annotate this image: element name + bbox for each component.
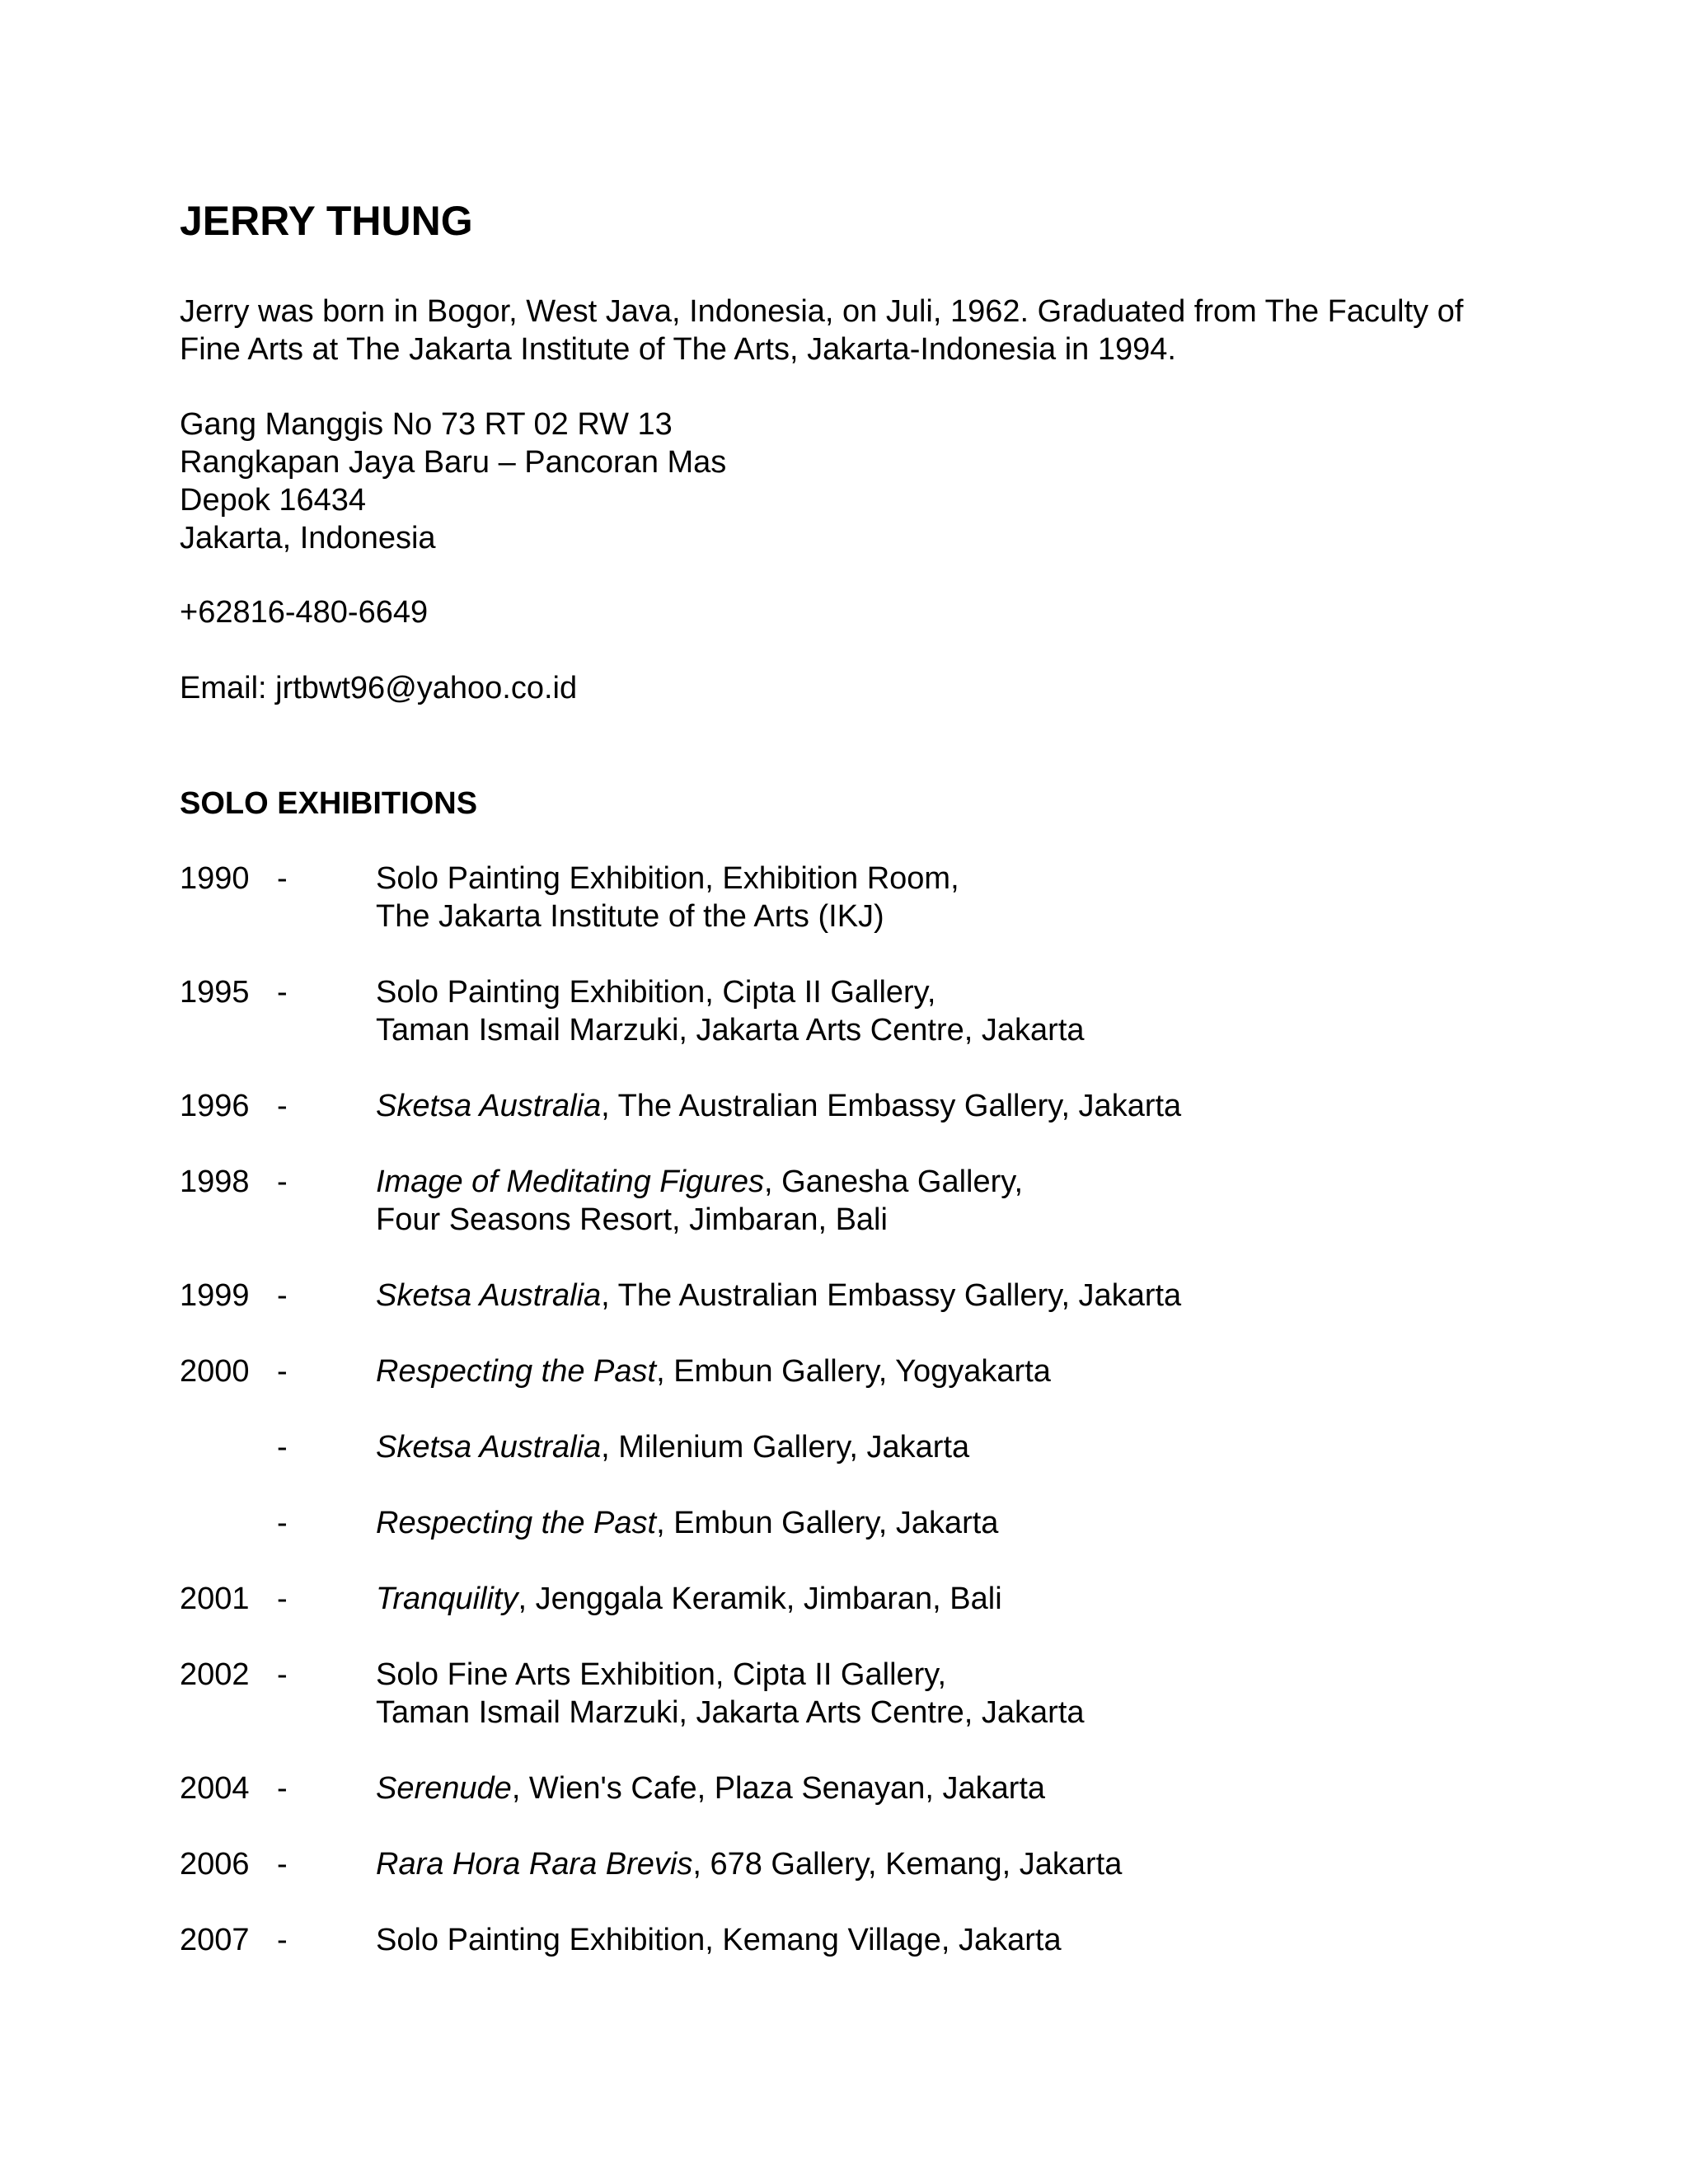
- exhibition-dash: -: [277, 1506, 288, 1540]
- exhibition-line: The Jakarta Institute of the Arts (IKJ): [376, 899, 884, 934]
- email-address: Email: jrtbwt96@yahoo.co.id: [180, 671, 578, 705]
- exhibition-dash: -: [277, 1771, 288, 1806]
- exhibition-entry: [180, 1769, 1515, 1807]
- exhibition-entry: [180, 1352, 1515, 1390]
- exhibition-line: [376, 1277, 1515, 1315]
- exhibition-description: [376, 973, 1515, 1049]
- exhibition-venue: , The Australian Embassy Gallery, Jakarta: [601, 1089, 1182, 1123]
- exhibition-title: Respecting the Past: [376, 1506, 657, 1540]
- exhibition-description: [376, 1163, 1515, 1239]
- exhibition-title: Sketsa Australia: [376, 1089, 602, 1123]
- exhibition-title: Image of Meditating Figures: [376, 1165, 765, 1199]
- exhibition-line: [376, 1580, 1515, 1618]
- exhibition-title: Sketsa Australia: [376, 1430, 602, 1465]
- address-line: Depok 16434: [180, 483, 367, 518]
- exhibition-line: [376, 1163, 1515, 1201]
- exhibition-venue: , 678 Gallery, Kemang, Jakarta: [692, 1847, 1123, 1882]
- exhibition-year: 2000: [180, 1354, 250, 1389]
- exhibition-title: Sketsa Australia: [376, 1278, 602, 1313]
- exhibition-venue: , The Australian Embassy Gallery, Jakarta: [601, 1278, 1182, 1313]
- exhibition-year: 1998: [180, 1165, 250, 1199]
- exhibition-line: Four Seasons Resort, Jimbaran, Bali: [376, 1202, 888, 1237]
- exhibition-year: 2006: [180, 1847, 250, 1882]
- exhibition-entry: [180, 1845, 1515, 1883]
- exhibition-line: [376, 1769, 1515, 1807]
- exhibition-line: [376, 1504, 1515, 1542]
- exhibition-dash: -: [277, 861, 288, 896]
- exhibition-description: [376, 1921, 1515, 1959]
- exhibition-title: Serenude: [376, 1771, 512, 1806]
- exhibition-year: 2001: [180, 1582, 250, 1616]
- artist-name: JERRY THUNG: [180, 198, 473, 244]
- exhibition-venue: Solo Painting Exhibition, Exhibition Room,: [376, 861, 959, 896]
- address-line: Jakarta, Indonesia: [180, 521, 436, 555]
- exhibition-description: [376, 1277, 1515, 1315]
- exhibition-entry: [180, 1656, 1515, 1732]
- exhibition-venue: , Ganesha Gallery,: [764, 1165, 1024, 1199]
- exhibition-entry: [180, 1277, 1515, 1315]
- exhibition-year: 1999: [180, 1278, 250, 1313]
- exhibition-line: [376, 1845, 1515, 1883]
- exhibition-year: 1996: [180, 1089, 250, 1123]
- exhibition-description: [376, 1504, 1515, 1542]
- exhibition-entry: [180, 1087, 1515, 1125]
- exhibition-title: Tranquility: [376, 1582, 518, 1616]
- exhibition-description: [376, 1087, 1515, 1125]
- biography: Jerry was born in Bogor, West Java, Indonesia, on Juli, 1962. Graduated from The Faculty of Fine Arts at The Jakarta Institute of The Arts, Jakarta-Indonesia in 1994.: [180, 294, 1464, 367]
- exhibition-line: [376, 860, 1515, 898]
- section-heading-solo-exhibitions: SOLO EXHIBITIONS: [180, 786, 478, 821]
- exhibition-description: [376, 1656, 1515, 1732]
- exhibition-title: Rara Hora Rara Brevis: [376, 1847, 693, 1882]
- exhibition-venue: Solo Fine Arts Exhibition, Cipta II Gallery,: [376, 1657, 947, 1692]
- exhibition-description: [376, 1428, 1515, 1466]
- exhibition-dash: -: [277, 1165, 288, 1199]
- exhibition-dash: -: [277, 1278, 288, 1313]
- exhibition-venue: , Embun Gallery, Yogyakarta: [656, 1354, 1051, 1389]
- exhibition-dash: -: [277, 1847, 288, 1882]
- exhibition-title: Respecting the Past: [376, 1354, 657, 1389]
- exhibition-entry: [180, 1163, 1515, 1239]
- exhibition-venue: Solo Painting Exhibition, Cipta II Gallery,: [376, 975, 936, 1010]
- exhibition-entry: [180, 1428, 1515, 1466]
- exhibition-description: [376, 1580, 1515, 1618]
- address-line: Rangkapan Jaya Baru – Pancoran Mas: [180, 445, 727, 480]
- exhibition-venue: , Jenggala Keramik, Jimbaran, Bali: [518, 1582, 1002, 1616]
- exhibition-venue: , Wien's Cafe, Plaza Senayan, Jakarta: [511, 1771, 1046, 1806]
- exhibition-dash: -: [277, 1657, 288, 1692]
- exhibition-entry: [180, 1921, 1515, 1959]
- exhibition-line: [376, 973, 1515, 1011]
- exhibition-venue: , Milenium Gallery, Jakarta: [601, 1430, 970, 1465]
- address-block: [180, 405, 726, 557]
- exhibition-dash: -: [277, 1089, 288, 1123]
- exhibition-line: [376, 1352, 1515, 1390]
- exhibition-description: [376, 860, 1515, 935]
- exhibition-venue: Solo Painting Exhibition, Kemang Village, Jakarta: [376, 1923, 1062, 1957]
- exhibition-dash: -: [277, 1923, 288, 1957]
- address-line: Gang Manggis No 73 RT 02 RW 13: [180, 407, 673, 442]
- exhibition-entry: [180, 860, 1515, 935]
- exhibition-line: [376, 1656, 1515, 1694]
- exhibition-description: [376, 1845, 1515, 1883]
- exhibition-entry: [180, 1580, 1515, 1618]
- exhibition-year: 2004: [180, 1771, 250, 1806]
- exhibition-dash: -: [277, 975, 288, 1010]
- exhibition-dash: -: [277, 1430, 288, 1465]
- exhibition-description: [376, 1769, 1515, 1807]
- exhibition-line: [376, 1428, 1515, 1466]
- exhibition-year: 2002: [180, 1657, 250, 1692]
- exhibition-dash: -: [277, 1582, 288, 1616]
- exhibition-entry: [180, 973, 1515, 1049]
- exhibition-line: [376, 1087, 1515, 1125]
- exhibition-entry: [180, 1504, 1515, 1542]
- exhibition-line: Taman Ismail Marzuki, Jakarta Arts Centre, Jakarta: [376, 1013, 1085, 1047]
- exhibition-line: Taman Ismail Marzuki, Jakarta Arts Centre, Jakarta: [376, 1695, 1085, 1730]
- exhibition-year: 1995: [180, 975, 250, 1010]
- exhibition-venue: , Embun Gallery, Jakarta: [656, 1506, 999, 1540]
- exhibition-description: [376, 1352, 1515, 1390]
- exhibition-year: 1990: [180, 861, 250, 896]
- phone-number: +62816-480-6649: [180, 595, 429, 630]
- exhibition-list: [180, 860, 1515, 1997]
- exhibition-dash: -: [277, 1354, 288, 1389]
- exhibition-line: [376, 1921, 1515, 1959]
- exhibition-year: 2007: [180, 1923, 250, 1957]
